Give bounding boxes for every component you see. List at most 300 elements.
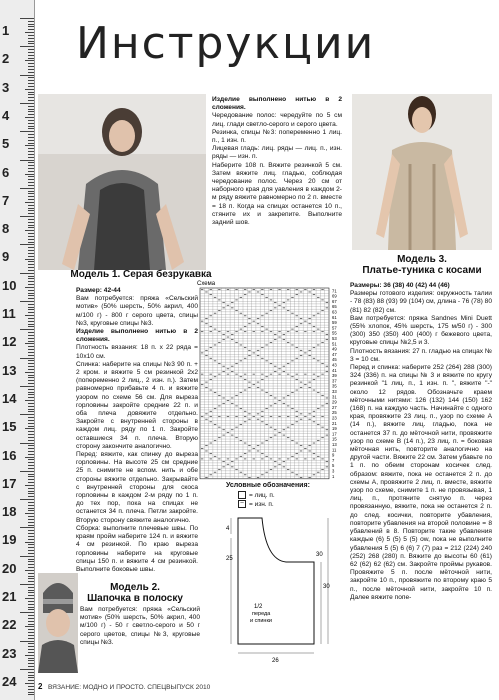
chart-row-number: 69 <box>332 293 337 299</box>
ruler-tick <box>28 369 34 370</box>
ruler-tick <box>28 403 34 404</box>
model1-note: Изделие выполнено нитью в 2 сложения. <box>76 328 198 344</box>
ruler-tick <box>28 363 34 364</box>
ruler-number: 3 <box>2 79 10 95</box>
dim-width: 26 <box>272 658 279 664</box>
chart-row-number: 45 <box>332 357 337 363</box>
ruler-tick <box>28 41 34 42</box>
ruler-tick <box>28 227 34 228</box>
col2-stripes: Чередование полос: чередуйте по 5 см лиц. глади светло-серого и серого цвета. <box>212 112 342 128</box>
chart-row-number: 17 <box>332 431 337 437</box>
ruler-tick <box>28 553 34 554</box>
ruler-tick <box>28 649 34 650</box>
ruler-tick <box>28 143 34 144</box>
model1-density: Плотность вязания: 18 п. х 22 ряда = 10х10 см. <box>76 344 198 360</box>
ruler-tick <box>28 86 34 87</box>
ruler-tick <box>28 590 34 591</box>
ruler-tick <box>28 474 34 475</box>
ruler-number: 12 <box>2 334 17 350</box>
ruler-tick <box>28 660 34 661</box>
schematic-half-label-2: переда <box>252 611 271 617</box>
ruler-tick <box>28 162 34 163</box>
ruler-tick <box>28 148 34 149</box>
ruler-number: 5 <box>2 136 10 152</box>
ruler-tick <box>28 276 34 277</box>
ruler-tick <box>28 321 34 322</box>
garment-schematic <box>226 516 338 678</box>
chart-row-number: 13 <box>332 441 337 447</box>
ruler-tick <box>28 366 34 367</box>
ruler-tick <box>28 35 34 36</box>
ruler-tick <box>28 239 34 240</box>
ruler-tick <box>28 97 34 98</box>
ruler-tick <box>28 377 34 378</box>
ruler-tick <box>28 205 34 206</box>
ruler-tick <box>28 519 34 520</box>
page-ruler <box>0 0 35 700</box>
ruler-tick <box>20 641 34 642</box>
chart-row-number: 3 <box>332 468 335 474</box>
ruler-number: 4 <box>2 107 10 123</box>
chart-row-number: 71 <box>332 288 337 294</box>
model3-caption-line1: Модель 3. <box>397 254 447 265</box>
chart-row-number: 35 <box>332 383 337 389</box>
ruler-tick <box>28 270 34 271</box>
ruler-tick <box>28 624 34 625</box>
ruler-tick <box>28 168 34 169</box>
model2-photo-image <box>38 573 78 673</box>
ruler-tick <box>28 307 34 308</box>
ruler-tick <box>20 471 34 472</box>
ruler-tick <box>28 434 34 435</box>
ruler-tick <box>28 165 34 166</box>
ruler-tick <box>28 437 34 438</box>
ruler-tick <box>25 117 34 118</box>
ruler-tick <box>28 394 34 395</box>
ruler-tick <box>28 451 34 452</box>
ruler-tick <box>28 261 34 262</box>
ruler-tick <box>28 476 34 477</box>
ruler-tick <box>28 454 34 455</box>
ruler-tick <box>28 397 34 398</box>
ruler-tick <box>28 380 34 381</box>
chart-row-number: 41 <box>332 367 337 373</box>
ruler-number: 21 <box>2 589 17 604</box>
ruler-tick <box>20 131 34 132</box>
ruler-tick <box>25 230 34 231</box>
ruler-tick <box>28 530 34 531</box>
model1-size: Размер: 42-44 <box>76 287 121 294</box>
ruler-tick <box>25 683 34 684</box>
model1-caption: Модель 1. Серая безрукавка <box>70 269 212 280</box>
ruler-tick <box>28 564 34 565</box>
ruler-number: 8 <box>2 221 10 237</box>
ruler-tick <box>20 160 34 161</box>
ruler-tick <box>28 468 34 469</box>
ruler-tick <box>25 60 34 61</box>
chart-row-number: 5 <box>332 463 335 469</box>
ruler-tick <box>25 343 34 344</box>
ruler-tick <box>25 542 34 543</box>
ruler-number: 16 <box>2 447 17 463</box>
ruler-tick <box>28 222 34 223</box>
ruler-number: 15 <box>2 419 17 435</box>
chart-row-number: 39 <box>332 373 337 379</box>
ruler-tick <box>28 140 34 141</box>
ruler-number: 1 <box>2 23 10 38</box>
ruler-tick <box>20 244 34 245</box>
chart-row-number: 55 <box>332 330 337 336</box>
model1-photo <box>38 94 206 270</box>
ruler-tick <box>28 638 34 639</box>
model1-front: Перед: вяжите, как спинку до выреза горловины. На высоте 25 см средние 25 п. снимите не вспом. нить и обе стороны вяжите отдельно. Закрывайте с внутренней стороны для скоса горловины в каждом 2-м ряду по 1 п. до тех пор, пока на спицах не останется 34 п. плеча. Петли закройте. Вторую сторону свяжите аналогично. <box>76 451 198 524</box>
ruler-number: 9 <box>2 249 10 265</box>
ruler-tick <box>28 43 34 44</box>
ruler-tick <box>28 309 34 310</box>
knitting-chart-svg <box>196 278 348 484</box>
chart-row-number: 33 <box>332 388 337 394</box>
ruler-tick <box>28 72 34 73</box>
ruler-tick <box>25 428 34 429</box>
ruler-tick <box>28 389 34 390</box>
ruler-tick <box>28 559 34 560</box>
ruler-tick <box>28 426 34 427</box>
ruler-tick <box>28 550 34 551</box>
ruler-tick <box>28 69 34 70</box>
ruler-tick <box>25 570 34 571</box>
ruler-tick <box>28 448 34 449</box>
ruler-tick <box>28 618 34 619</box>
ruler-tick <box>28 38 34 39</box>
garment-schematic-svg <box>226 516 338 678</box>
ruler-tick <box>28 210 34 211</box>
ruler-tick <box>28 663 34 664</box>
dim-shoulder-depth: 4 <box>226 526 230 532</box>
model3-measurements: Размеры готового изделия: окружность талии - 78 (83) 88 (93) 99 (104) см, длина - 76 (78) 80 (81) 82 (82) см. <box>350 290 492 314</box>
chart-row-number: 25 <box>332 410 337 416</box>
page-title: Инструкции <box>76 18 376 69</box>
model3-photo <box>352 94 492 250</box>
page-number: 2 <box>38 682 43 691</box>
ruler-tick <box>28 154 34 155</box>
ruler-tick <box>25 372 34 373</box>
ruler-number: 17 <box>2 475 17 491</box>
ruler-tick <box>28 383 34 384</box>
ruler-tick <box>28 621 34 622</box>
ruler-number: 11 <box>2 306 16 321</box>
footer-text: ВЯЗАНИЕ: МОДНО И ПРОСТО. СПЕЦВЫПУСК 2010 <box>48 684 211 691</box>
ruler-tick <box>20 103 34 104</box>
model3-caption <box>352 254 492 276</box>
ruler-tick <box>28 80 34 81</box>
ruler-number: 23 <box>2 645 17 661</box>
dim-total-length: 30 <box>323 584 330 590</box>
ruler-tick <box>28 652 34 653</box>
col2-text <box>212 96 342 227</box>
ruler-tick <box>28 576 34 577</box>
ruler-tick <box>25 202 34 203</box>
ruler-tick <box>28 83 34 84</box>
chart-row-number: 51 <box>332 341 337 347</box>
ruler-tick <box>28 675 34 676</box>
ruler-tick <box>28 111 34 112</box>
ruler-tick <box>28 658 34 659</box>
ruler-tick <box>28 510 34 511</box>
ruler-tick <box>20 612 34 613</box>
ruler-tick <box>28 151 34 152</box>
ruler-tick <box>28 278 34 279</box>
ruler-tick <box>28 196 34 197</box>
ruler-tick <box>28 29 34 30</box>
ruler-tick <box>20 443 34 444</box>
ruler-tick <box>28 643 34 644</box>
ruler-tick <box>28 595 34 596</box>
ruler-tick <box>28 134 34 135</box>
chart-row-number: 9 <box>332 452 335 458</box>
ruler-tick <box>25 259 34 260</box>
ruler-tick <box>25 89 34 90</box>
ruler-tick <box>25 145 34 146</box>
ruler-tick <box>28 409 34 410</box>
ruler-tick <box>28 482 34 483</box>
chart-row-number: 7 <box>332 457 335 463</box>
ruler-tick <box>25 457 34 458</box>
ruler-tick <box>28 293 34 294</box>
ruler-tick <box>28 604 34 605</box>
ruler-tick <box>20 556 34 557</box>
ruler-tick <box>28 508 34 509</box>
model2-materials: Вам потребуется: пряжа «Сельский мотив» (50% шерсть, 50% акрил, 400 м/100 г) - 50 г светло-серого и 50 г серого цветов, спицы №3, круговые спицы №3. <box>80 606 200 646</box>
chart-row-number: 59 <box>332 320 337 326</box>
ruler-tick <box>28 465 34 466</box>
ruler-tick <box>28 632 34 633</box>
chart-row-number: 19 <box>332 426 337 432</box>
ruler-tick <box>28 692 34 693</box>
ruler-tick <box>28 264 34 265</box>
chart-row-number: 23 <box>332 415 337 421</box>
ruler-tick <box>20 75 34 76</box>
ruler-number: 19 <box>2 532 17 548</box>
ruler-tick <box>25 513 34 514</box>
ruler-tick <box>28 609 34 610</box>
ruler-tick <box>28 420 34 421</box>
model2-caption-line1: Модель 2. <box>110 582 160 593</box>
ruler-tick <box>28 171 34 172</box>
ruler-number: 14 <box>2 390 17 406</box>
ruler-tick <box>28 352 34 353</box>
model2-text <box>80 606 200 647</box>
ruler-number: 10 <box>2 277 17 293</box>
ruler-tick <box>28 581 34 582</box>
ruler-tick <box>28 157 34 158</box>
ruler-tick <box>28 615 34 616</box>
ruler-tick <box>28 525 34 526</box>
ruler-tick <box>20 527 34 528</box>
model3-sizes: Размеры: 36 (38) 40 (42) 44 (46) <box>350 282 450 289</box>
ruler-tick <box>20 584 34 585</box>
ruler-tick <box>20 669 34 670</box>
model1-photo-image <box>38 94 206 270</box>
chart-row-number: 57 <box>332 325 337 331</box>
chart-label: Схема <box>197 281 216 287</box>
ruler-tick <box>28 411 34 412</box>
ruler-tick <box>28 242 34 243</box>
ruler-tick <box>28 533 34 534</box>
ruler-tick <box>28 24 34 25</box>
ruler-tick <box>28 522 34 523</box>
chart-row-number: 53 <box>332 335 337 341</box>
ruler-tick <box>28 536 34 537</box>
model2-caption-line2: Шапочка в полоску <box>87 593 183 604</box>
ruler-tick <box>28 493 34 494</box>
legend-item-purl <box>238 500 346 508</box>
ruler-tick <box>28 52 34 53</box>
model2-caption <box>80 582 190 604</box>
chart-row-number: 67 <box>332 298 337 304</box>
model1-assembly: Сборка: выполните плечевые швы. По краям пройм наберите 124 п. и вяжите 4 см резинкой. По краю выреза горловины наберите на круговые спицы 150 п. и вяжите 4 см резинкой. Выполните боковые швы. <box>76 524 198 573</box>
ruler-tick <box>28 646 34 647</box>
ruler-tick <box>28 607 34 608</box>
ruler-tick <box>28 341 34 342</box>
schematic-half-label-3: и спинки <box>250 618 272 624</box>
chart-row-number: 31 <box>332 394 337 400</box>
ruler-tick <box>28 94 34 95</box>
ruler-tick <box>28 236 34 237</box>
ruler-tick <box>28 63 34 64</box>
ruler-number: 2 <box>2 51 10 67</box>
ruler-tick <box>28 666 34 667</box>
ruler-tick <box>28 423 34 424</box>
ruler-tick <box>28 256 34 257</box>
ruler-tick <box>20 216 34 217</box>
chart-row-number: 29 <box>332 399 337 405</box>
ruler-tick <box>28 547 34 548</box>
chart-row-number: 1 <box>332 473 335 479</box>
ruler-number: 6 <box>2 164 10 180</box>
ruler-tick <box>28 445 34 446</box>
chart-row-number: 65 <box>332 304 337 310</box>
model3-density: Плотность вязания: 27 п. гладью на спицах № 3 = 10 см. <box>350 347 492 363</box>
chart-row-number: 15 <box>332 436 337 442</box>
ruler-tick <box>28 199 34 200</box>
ruler-tick <box>28 462 34 463</box>
ruler-tick <box>28 635 34 636</box>
ruler-tick <box>28 332 34 333</box>
ruler-tick <box>28 284 34 285</box>
ruler-tick <box>28 431 34 432</box>
ruler-tick <box>28 295 34 296</box>
ruler-tick <box>28 185 34 186</box>
ruler-tick <box>28 312 34 313</box>
knitting-chart <box>196 278 348 484</box>
ruler-tick <box>28 417 34 418</box>
ruler-tick <box>25 655 34 656</box>
ruler-number: 13 <box>2 362 17 378</box>
ruler-tick <box>28 66 34 67</box>
ruler-tick <box>28 680 34 681</box>
col2-note: Изделие выполнено нитью в 2 сложения. <box>212 96 342 112</box>
ruler-tick <box>20 188 34 189</box>
ruler-tick <box>28 479 34 480</box>
ruler-number: 7 <box>2 192 10 208</box>
ruler-tick <box>28 459 34 460</box>
ruler-tick <box>28 335 34 336</box>
ruler-tick <box>20 329 34 330</box>
ruler-tick <box>20 18 34 19</box>
ruler-tick <box>28 290 34 291</box>
ruler-tick <box>28 318 34 319</box>
ruler-tick <box>28 392 34 393</box>
ruler-tick <box>28 694 34 695</box>
ruler-tick <box>20 414 34 415</box>
ruler-tick <box>25 174 34 175</box>
ruler-tick <box>28 193 34 194</box>
legend-title: Условные обозначения: <box>226 482 310 489</box>
ruler-tick <box>28 109 34 110</box>
ruler-tick <box>28 505 34 506</box>
ruler-tick <box>28 338 34 339</box>
legend-item-knit <box>238 491 346 499</box>
ruler-tick <box>28 298 34 299</box>
ruler-tick <box>28 123 34 124</box>
ruler-tick <box>28 253 34 254</box>
ruler-tick <box>28 502 34 503</box>
ruler-tick <box>28 355 34 356</box>
model1-materials: Вам потребуется: пряжа «Сельский мотив» (50% шерсть, 50% акрил, 400 м/100 г) - 800 г серого цвета, спицы №3, круговые спицы №3. <box>76 295 198 327</box>
ruler-number: 24 <box>2 673 17 689</box>
ruler-tick <box>28 219 34 220</box>
ruler-tick <box>28 561 34 562</box>
model3-body: Перед и спинка: наберите 252 (264) 288 (300) 324 (336) п. на спицы № 3 и вяжите по кругу резинкой "1 лиц. п., 1 изн. п. ", вяжите "-" около 12 рядов. Обозначьте краем мёточными нитями: 126 (132) 144 (150) 162 (168) п. на каждую часть. Начинайте с одного края, провяжите 23 лиц. п., узор по схеме А (14 п.), вяжите лиц. гладью, пока не останется 37 п. до мёточной нити, провяжите узор по схеме В (14 п.), 23 лиц. п. = боковая мёточная нить, повторите аналогично на другой части. Вяжите 22 см. Затем убавьте по 1 п. по обеим сторонам косичек след. образом: вяжите, пока не останется 2 п. до схемы А, провяжите 2 лиц. п. вместе, вяжите узор по схеме, снимите 1 п. не провязывая, 1 лиц. п., протяните снятую п. через провязанную, вяжите, пока не останется 2 п. до след. косички, повторите убавления, повторите убавления на второй половине = 8 убавлений в 8. Повторите такие убавления каждые (6) 5 (5) 5 (5) ow, пока не выполните убавления 5 (5) 6 (6) 7 (7) раз = 212 (224) 240 (252) 268 (280) п. Вяжите до высоты 60 (61) 62 (62) 62 (62) см. Закройте проймы рукавов. Провяжите 5 п. после мёточной нити, закройте 10 п., провяжите по второму краю 5 п., после мёточной нити, закройте 10 п. Далее вяжите попе- <box>350 364 492 601</box>
ruler-tick <box>28 326 34 327</box>
ruler-tick <box>28 26 34 27</box>
model3-caption-line2: Платье-туника с косами <box>362 265 482 276</box>
chart-row-number: 63 <box>332 309 337 315</box>
col2-rib: Резинка, спицы №3: попеременно 1 лиц. п., 1 изн. п. <box>212 128 342 145</box>
model3-materials: Вам потребуется: пряжа Sandnes Mini Duett (55% хлопок, 45% шерсть, 175 м/50 г) - 300 (300) 350 (350) 400 (400) г бежевого цвета, круговые спицы №2,5 и 3. <box>350 314 492 347</box>
ruler-tick <box>28 672 34 673</box>
ruler-tick <box>20 301 34 302</box>
ruler-tick <box>28 176 34 177</box>
ruler-tick <box>28 250 34 251</box>
ruler-tick <box>28 191 34 192</box>
ruler-tick <box>28 677 34 678</box>
ruler-tick <box>28 92 34 93</box>
ruler-number: 18 <box>2 504 17 520</box>
ruler-tick <box>28 544 34 545</box>
ruler-tick <box>28 578 34 579</box>
ruler-tick <box>28 601 34 602</box>
legend <box>226 482 346 516</box>
ruler-tick <box>28 573 34 574</box>
chart-row-number: 21 <box>332 420 337 426</box>
ruler-tick <box>28 213 34 214</box>
ruler-tick <box>28 100 34 101</box>
ruler-tick <box>28 120 34 121</box>
knit-symbol-icon <box>238 491 246 499</box>
chart-row-number: 11 <box>332 447 337 453</box>
chart-row-number: 61 <box>332 314 337 320</box>
ruler-tick <box>25 598 34 599</box>
schematic-half-label: 1/2 <box>254 604 263 610</box>
ruler-tick <box>28 247 34 248</box>
ruler-tick <box>20 273 34 274</box>
dim-neck-depth: 25 <box>226 556 233 562</box>
purl-symbol-icon: – <box>238 500 246 508</box>
ruler-number: 20 <box>2 560 17 576</box>
ruler-tick <box>25 485 34 486</box>
ruler-tick <box>28 629 34 630</box>
